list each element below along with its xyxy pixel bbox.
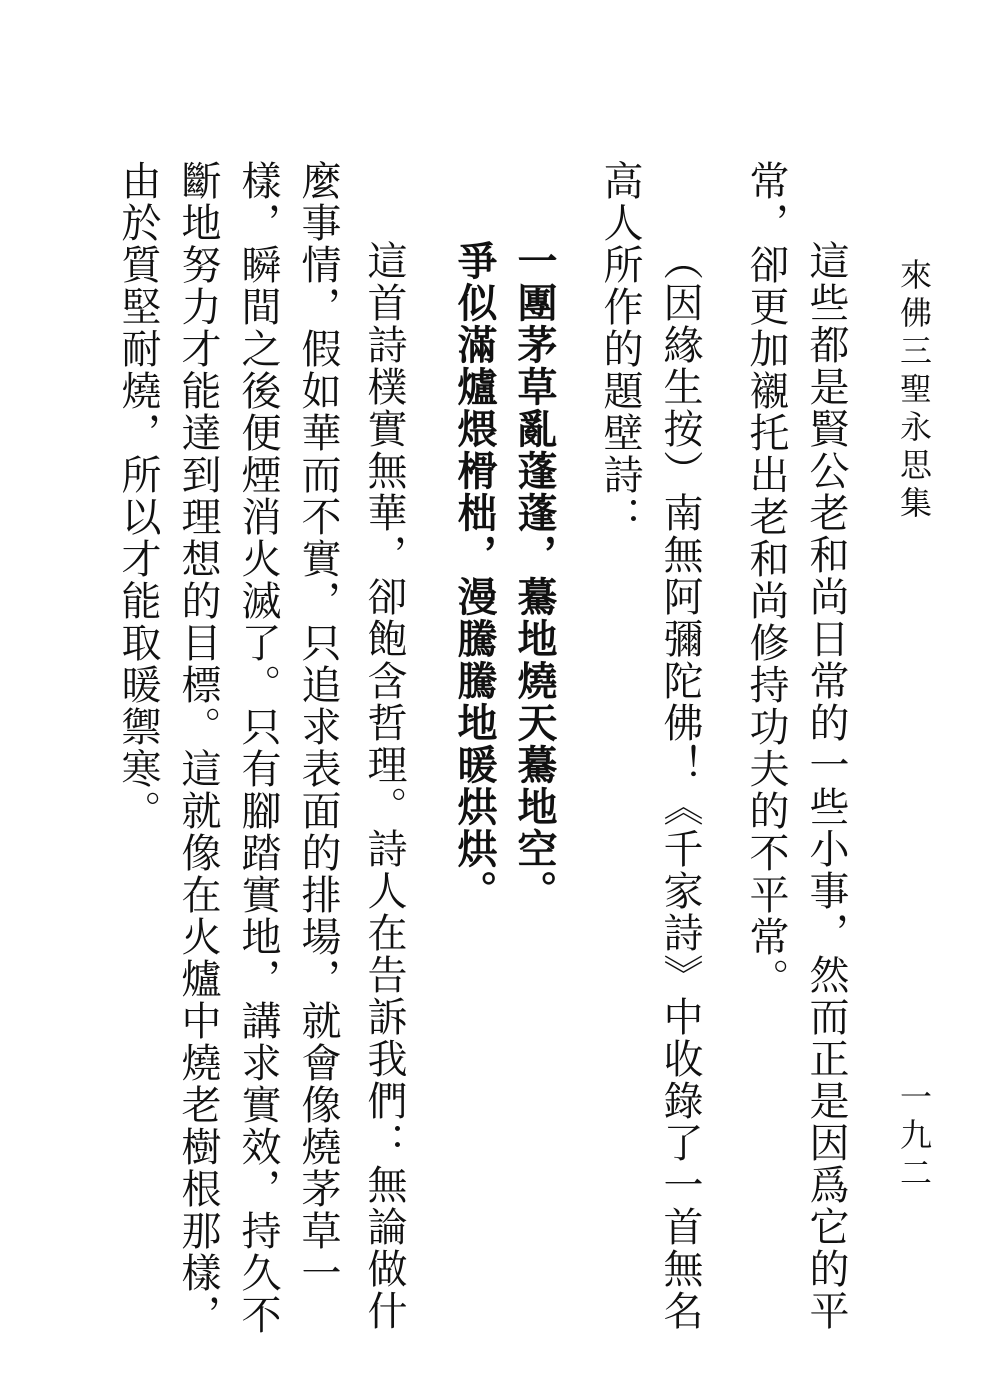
paragraph-3-column-1: 這首詩樸實無華，卻飽含哲理。詩人在告訴我們：無論做什 xyxy=(361,240,407,1332)
running-header-title: 來佛三聖永思集 xyxy=(895,258,933,524)
poem-line-1: 一團茅草亂蓬蓬，驀地燒天驀地空。 xyxy=(511,240,558,912)
paragraph-3-column-5: 由於質堅耐燒，所以才能取暖禦寒。 xyxy=(115,160,161,832)
page-number: 一九二 xyxy=(895,1080,933,1194)
paragraph-2-column-1: （因緣生按）南無阿彌陀佛！《千家詩》中收錄了一首無名 xyxy=(657,240,703,1332)
paragraph-1-column-1: 這些都是賢公老和尚日常的一些小事，然而正是因爲它的平 xyxy=(803,240,849,1332)
paragraph-3-column-3: 樣，瞬間之後便煙消火滅了。只有腳踏實地，講求實效，持久不 xyxy=(235,160,281,1336)
poem-line-2: 爭似滿爐煨榾柮，漫騰騰地暖烘烘。 xyxy=(451,240,498,912)
paragraph-3-column-4: 斷地努力才能達到理想的目標。這就像在火爐中燒老樹根那樣， xyxy=(175,160,221,1336)
paragraph-1-column-2: 常，卻更加襯托出老和尚修持功夫的不平常。 xyxy=(743,160,789,1000)
paragraph-3-column-2: 麼事情，假如華而不實，只追求表面的排場，就會像燒茅草一 xyxy=(295,160,341,1294)
paragraph-2-column-2: 高人所作的題壁詩： xyxy=(597,160,643,538)
